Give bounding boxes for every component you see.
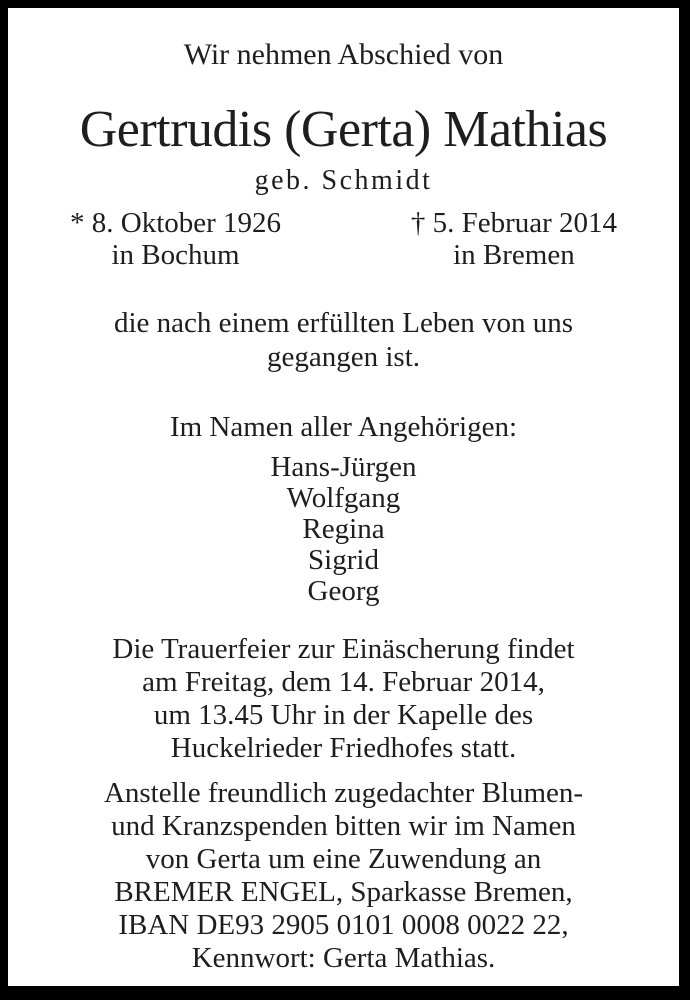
- family-intro: Im Namen aller Angehörigen:: [169, 411, 518, 443]
- donation-line: Kennwort: Gerta Mathias.: [191, 942, 496, 974]
- family-member-name: Sigrid: [308, 544, 379, 576]
- family-member-name: Hans-Jürgen: [270, 451, 417, 483]
- birth-date-line: [70, 208, 281, 238]
- ceremony-line: Huckelrieder Friedhofes statt.: [170, 732, 517, 764]
- maiden-name: geb. Schmidt: [254, 165, 433, 196]
- farewell-line: die nach einem erfüllten Leben von uns: [113, 307, 573, 339]
- family-member-name: Wolfgang: [286, 482, 401, 514]
- death-info: [411, 208, 617, 270]
- death-place: in Bremen: [453, 239, 575, 271]
- family-member-name: Georg: [307, 575, 380, 607]
- donation-line: BREMER ENGEL, Sparkasse Bremen,: [114, 876, 573, 908]
- ceremony-line: Die Trauerfeier zur Einäscherung findet: [112, 633, 575, 665]
- cross-symbol: †: [410, 207, 426, 239]
- farewell-line: gegangen ist.: [266, 341, 420, 373]
- death-date-line: [411, 208, 617, 238]
- birth-info: [70, 208, 281, 270]
- birth-date: 8. Oktober 1926: [91, 207, 282, 239]
- obituary-card: [8, 8, 679, 986]
- donation-line: von Gerta um eine Zuwendung an: [145, 843, 542, 875]
- donation-line: IBAN DE93 2905 0101 0008 0022 22,: [118, 909, 569, 941]
- farewell-paragraph: [8, 306, 679, 374]
- birth-place: in Bochum: [111, 239, 240, 271]
- donation-paragraph: [8, 777, 679, 975]
- family-member-name: Regina: [302, 513, 385, 545]
- ceremony-paragraph: [8, 633, 679, 765]
- born-symbol: *: [70, 207, 85, 239]
- donation-line: Anstelle freundlich zugedachter Blumen-: [103, 777, 584, 809]
- donation-line: und Kranzspenden bitten wir im Namen: [111, 810, 576, 842]
- farewell-intro: Wir nehmen Abschied von: [183, 38, 504, 71]
- deceased-name: Gertrudis (Gerta) Mathias: [79, 101, 608, 158]
- ceremony-line: um 13.45 Uhr in der Kapelle des: [153, 699, 534, 731]
- ceremony-line: am Freitag, dem 14. Februar 2014,: [142, 666, 545, 698]
- family-names-list: [8, 452, 679, 607]
- vital-dates-row: [8, 208, 679, 270]
- death-date: 5. Februar 2014: [432, 207, 617, 239]
